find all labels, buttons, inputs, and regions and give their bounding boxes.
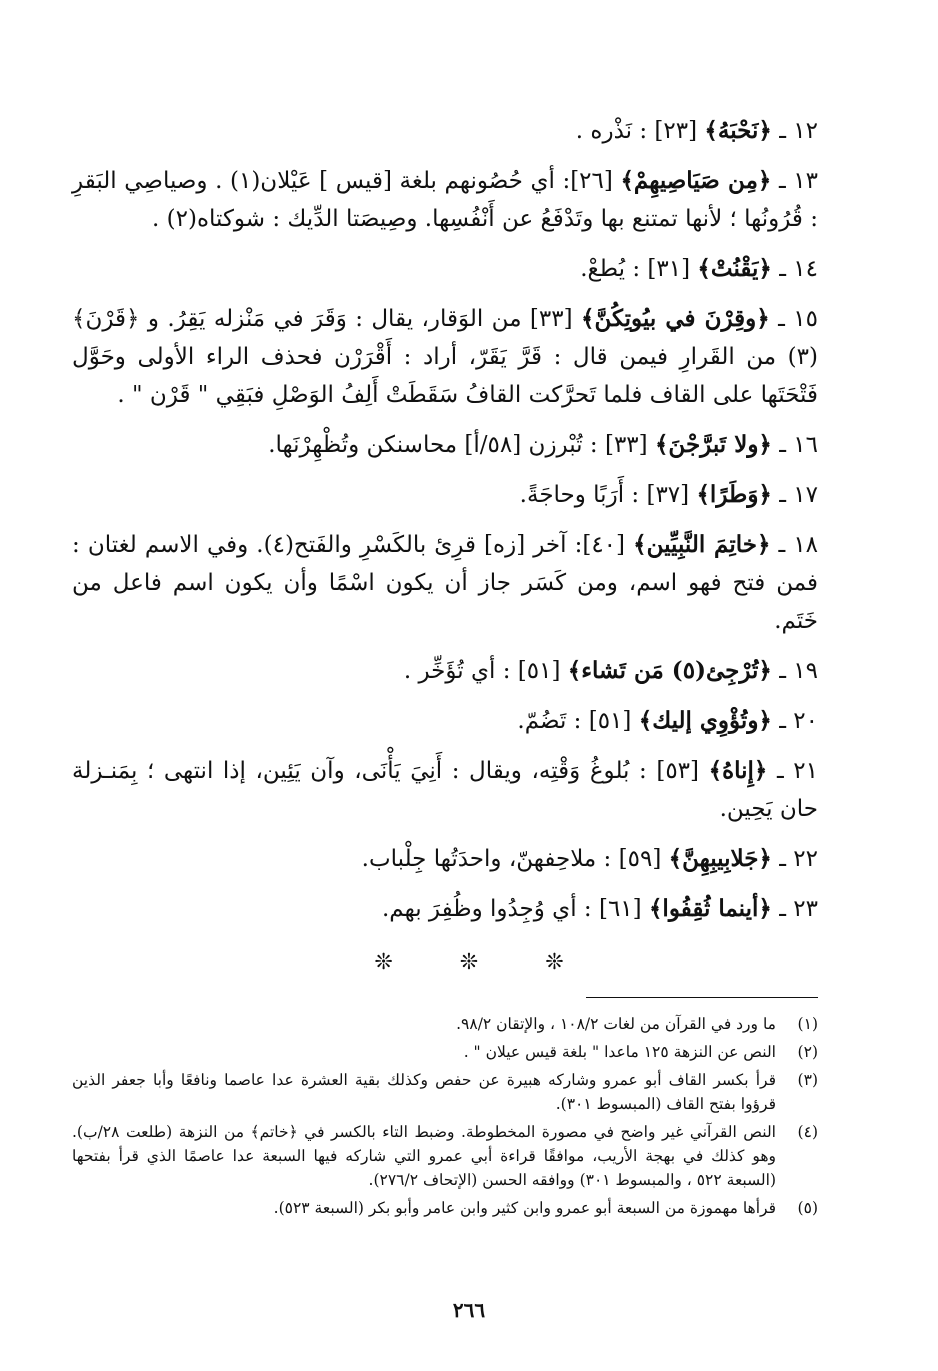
footnote bbox=[72, 1068, 818, 1116]
quran-word: ﴿خاتِمَ النَّبِيِّين﴾ bbox=[633, 531, 771, 558]
entry-21 bbox=[72, 752, 818, 828]
footnote-text: النص عن النزهة ١٢٥ ماعدا " بلغة قيس عيلان " . bbox=[463, 1043, 776, 1061]
entry-text: [٥١] : تَضُمّ. bbox=[517, 708, 632, 734]
entry-14 bbox=[72, 250, 818, 288]
footnote bbox=[72, 1120, 818, 1192]
entry-text: [٥٣] : بُلوغُ وَقْتِه، ويقال : أَنِيَ يَأْنَى، وآن يَئِين، إذا انتهى ؛ بِمَنـزلة حان يَحِين. bbox=[72, 758, 818, 822]
footnote-text: النص القرآني غير واضح في مصورة المخطوطة. وضبط التاء بالكسر في ﴿خاتم﴾ من النزهة (طلعت ٢٨/ب). وهو كذلك في بهجة الأريب، موافقًا قراءة أبي عمرو التي شاركه فيها السبعة عدا عاصمًا الذي قرأ بفتحها (السبعة ٥٢٢ ، والمبسوط ٣٠١) ووافقه الحسن (الإتحاف ٢٧٦/٢). bbox=[72, 1123, 776, 1189]
entry-number: ٢١ ـ bbox=[776, 758, 819, 784]
footnote-divider bbox=[586, 997, 818, 998]
footnote-text: ما ورد في القرآن من لغات ١٠٨/٢ ، والإتقان ٩٨/٢. bbox=[456, 1015, 776, 1033]
entry-15 bbox=[72, 300, 818, 414]
quran-word: ﴿أينما ثُقِفُوا﴾ bbox=[648, 895, 772, 922]
entry-text: [٢٦]: أي حُصُونهم بلغة [قيس ] عَيْلان(١) . وصياصِي البَقرِ : قُرُونُها ؛ لأنها تمتنع بها وتَدْفَعُ عن أَنْفُسِها. وصِيصَتا الدِّيك : شوكتاه(٢) . bbox=[72, 168, 818, 232]
entry-number: ٢٢ ـ bbox=[779, 846, 818, 872]
entry-text: [٤٠]: آخر [زه] قرِئ بالكَسْرِ والفَتح(٤). وفي الاسم لغتان : فمن فتح فهو اسم، ومن كَسَر جاز أن يكون اسْمًا وأن يكون اسم فاعل من خَتَم. bbox=[72, 532, 818, 634]
quran-word: ﴿تُرْجِئ(٥) مَن تَشاء﴾ bbox=[567, 657, 772, 684]
entry-number: ١٦ ـ bbox=[779, 432, 818, 458]
entry-number: ١٢ ـ bbox=[779, 118, 818, 144]
entry-23 bbox=[72, 890, 818, 928]
asterism-icon: ❊ bbox=[459, 950, 479, 975]
entry-number: ١٧ ـ bbox=[779, 482, 818, 508]
entry-16 bbox=[72, 426, 818, 464]
footnote bbox=[72, 1040, 818, 1064]
footnote-number: (٢) bbox=[797, 1043, 818, 1061]
quran-word: ﴿ولا تَبرَّجْنَ﴾ bbox=[654, 431, 772, 458]
entry-18 bbox=[72, 526, 818, 640]
quran-word: ﴿إِناهُ﴾ bbox=[708, 757, 768, 784]
footnote bbox=[72, 1196, 818, 1220]
footnote-number: (٥) bbox=[797, 1199, 818, 1217]
main-text bbox=[72, 112, 818, 940]
entry-text: [٥٩] : ملاحِفهنّ، واحدَتُها جِلْباب. bbox=[361, 846, 662, 872]
quran-word: ﴿وتُؤْوِي إليك﴾ bbox=[638, 707, 772, 734]
quran-word: ﴿وَطَرًا﴾ bbox=[696, 481, 772, 508]
entry-number: ١٩ ـ bbox=[779, 658, 818, 684]
entry-12 bbox=[72, 112, 818, 150]
footnote-text: قرأ بكسر القاف أبو عمرو وشاركه هبيرة عن حفص وكذلك بقية العشرة عدا عاصما ونافعًا وأبا جعفر الذين قرؤوا بفتح القاف (المبسوط ٣٠١). bbox=[72, 1071, 776, 1113]
quran-word: ﴿مِن صَيَاصِيهِمْ﴾ bbox=[620, 167, 772, 194]
entry-text: [٣١] : يُطعْ. bbox=[580, 256, 691, 282]
entry-22 bbox=[72, 840, 818, 878]
entry-number: ١٣ ـ bbox=[778, 168, 818, 194]
footnote-number: (٣) bbox=[797, 1071, 818, 1089]
quran-word: ﴿جَلابِيبِهِنَّ﴾ bbox=[668, 845, 772, 872]
quran-word: ﴿يَقْنُتْ﴾ bbox=[697, 255, 772, 282]
entry-number: ٢٣ ـ bbox=[779, 896, 818, 922]
entry-17 bbox=[72, 476, 818, 514]
footnote-number: (٤) bbox=[797, 1123, 818, 1141]
asterism-icon: ❊ bbox=[374, 950, 393, 975]
footnote-number: (١) bbox=[797, 1015, 818, 1033]
entry-13 bbox=[72, 162, 818, 238]
entry-text: [٢٣] : نَذْره . bbox=[575, 118, 698, 144]
entry-20 bbox=[72, 702, 818, 740]
entry-text: [٣٣] من الوَقار، يقال : وَقَرَ في مَنْزله يَقِرُ. و ﴿قَرْنَ﴾(٣) من القَرارِ فيمن قال : قَرَّ يَقَرّ، أراد : أَقْرَرْن فحذف الراء الأولى وحَوَّل فَتْحَتَها على القاف فلما تَحرَّكت القافُ سَقَطَتْ أَلِفُ الوَصْلِ فبَقِي " قَرْن " . bbox=[72, 306, 818, 408]
quran-word: ﴿نَحْبَهُ﴾ bbox=[704, 117, 772, 144]
entry-number: ١٥ ـ bbox=[778, 306, 818, 332]
footnote bbox=[72, 1012, 818, 1036]
asterism-icon: ❊ bbox=[545, 950, 564, 975]
entry-text: [٣٣] : تُبْرزن [٥٨/أ] محاسنكن وتُظْهِرْنَها. bbox=[268, 432, 648, 458]
entry-text: [٦١] : أي وُجِدُوا وظُفِرَ بهم. bbox=[382, 896, 642, 922]
quran-word: ﴿وقِرْنَ في بيُوتِكُنَّ﴾ bbox=[580, 305, 770, 332]
page-number: ٢٦٦ bbox=[452, 1298, 486, 1322]
entry-number: ٢٠ ـ bbox=[779, 708, 818, 734]
entry-text: [٥١] : أي تُؤَخِّر . bbox=[403, 658, 561, 684]
footnotes bbox=[72, 1012, 818, 1224]
entry-number: ١٤ ـ bbox=[779, 256, 818, 282]
footnote-text: قرأها مهموزة من السبعة أبو عمرو وابن كثير وابن عامر وأبو بكر (السبعة ٥٢٣). bbox=[273, 1199, 776, 1217]
section-separator bbox=[0, 950, 938, 975]
entry-number: ١٨ ـ bbox=[778, 532, 819, 558]
entry-19 bbox=[72, 652, 818, 690]
entry-text: [٣٧] : أَرَبًا وحاجَةً. bbox=[519, 482, 690, 508]
